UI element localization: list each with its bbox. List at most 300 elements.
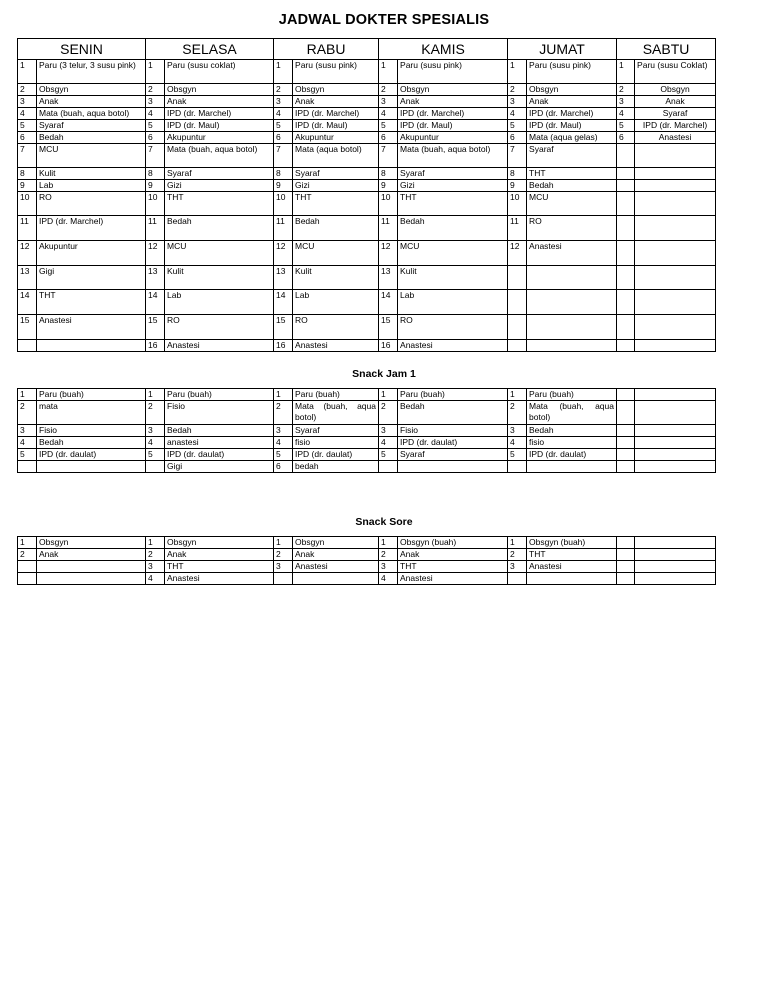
snack-jam-1-sabtu-item (635, 389, 716, 401)
main-kamis-item: Anastesi (398, 340, 508, 352)
main-senin-number: 11 (18, 216, 37, 241)
snack-jam-1-row (18, 437, 716, 449)
main-rabu-item: Lab (293, 290, 379, 315)
main-rabu-item: Anastesi (293, 340, 379, 352)
main-kamis-item: Bedah (398, 216, 508, 241)
main-senin-item: MCU (37, 144, 146, 168)
snack-sore-jumat-number (508, 573, 527, 585)
main-kamis-item: IPD (dr. Maul) (398, 120, 508, 132)
main-sabtu-item: IPD (dr. Marchel) (635, 120, 716, 132)
main-row (18, 216, 716, 241)
main-selasa-number: 4 (146, 108, 165, 120)
main-kamis-item: RO (398, 315, 508, 340)
main-row (18, 120, 716, 132)
main-rabu-item: Paru (susu pink) (293, 60, 379, 84)
snack-sore-selasa-number: 2 (146, 549, 165, 561)
main-rabu-number: 11 (274, 216, 293, 241)
snack-jam-1-rabu-item: IPD (dr. daulat) (293, 449, 379, 461)
day-header-kamis: KAMIS (379, 39, 508, 60)
snack-jam-1-selasa-item: Bedah (165, 425, 274, 437)
main-kamis-number: 4 (379, 108, 398, 120)
main-jumat-item (527, 315, 617, 340)
day-header-selasa: SELASA (146, 39, 274, 60)
main-rabu-number: 7 (274, 144, 293, 168)
snack-jam-1-senin-number: 2 (18, 401, 37, 425)
snack-sore-rabu-number: 3 (274, 561, 293, 573)
main-rabu-number: 8 (274, 168, 293, 180)
main-selasa-number: 14 (146, 290, 165, 315)
main-rabu-item: Bedah (293, 216, 379, 241)
snack-sore-jumat-item (527, 573, 617, 585)
snack-jam-1-selasa-number: 4 (146, 437, 165, 449)
main-senin-item: Anak (37, 96, 146, 108)
snack-sore-kamis-item: Obsgyn (buah) (398, 537, 508, 549)
main-jumat-number: 9 (508, 180, 527, 192)
snack-jam-1-row (18, 449, 716, 461)
main-sabtu-number: 6 (617, 132, 635, 144)
snack-sore-table (17, 536, 716, 585)
snack-jam-1-sabtu-number (617, 401, 635, 425)
main-jumat-item: Obsgyn (527, 84, 617, 96)
main-sabtu-number (617, 241, 635, 266)
main-kamis-item: THT (398, 192, 508, 216)
snack-jam-1-senin-item: Bedah (37, 437, 146, 449)
snack-jam-1-selasa-item: Gigi (165, 461, 274, 473)
main-rabu-number: 12 (274, 241, 293, 266)
main-kamis-number: 6 (379, 132, 398, 144)
main-row (18, 180, 716, 192)
snack-sore-row (18, 537, 716, 549)
snack-jam-1-selasa-item: anastesi (165, 437, 274, 449)
snack-jam-1-kamis-number (379, 461, 398, 473)
snack-sore-kamis-number: 4 (379, 573, 398, 585)
snack-jam-1-kamis-item: Fisio (398, 425, 508, 437)
snack-jam-1-title: Snack Jam 1 (352, 368, 416, 380)
snack-jam-1-rabu-item: bedah (293, 461, 379, 473)
main-jumat-item (527, 340, 617, 352)
main-rabu-number: 10 (274, 192, 293, 216)
main-rabu-number: 9 (274, 180, 293, 192)
snack-sore-selasa-number: 3 (146, 561, 165, 573)
main-selasa-item: IPD (dr. Maul) (165, 120, 274, 132)
snack-sore-selasa-item: Obsgyn (165, 537, 274, 549)
snack-sore-sabtu-item (635, 561, 716, 573)
main-kamis-item: IPD (dr. Marchel) (398, 108, 508, 120)
snack-jam-1-jumat-item (527, 461, 617, 473)
snack-sore-sabtu-number (617, 549, 635, 561)
snack-jam-1-table (17, 388, 716, 473)
main-rabu-item: MCU (293, 241, 379, 266)
main-kamis-item: Paru (susu pink) (398, 60, 508, 84)
snack-sore-senin-number (18, 561, 37, 573)
snack-jam-1-rabu-number: 5 (274, 449, 293, 461)
snack-sore-senin-item (37, 561, 146, 573)
snack-sore-title: Snack Sore (355, 516, 413, 528)
main-senin-number: 9 (18, 180, 37, 192)
main-kamis-item: Akupuntur (398, 132, 508, 144)
snack-jam-1-row (18, 461, 716, 473)
main-kamis-item: Syaraf (398, 168, 508, 180)
main-sabtu-item: Syaraf (635, 108, 716, 120)
day-header-rabu: RABU (274, 39, 379, 60)
main-selasa-number: 13 (146, 266, 165, 290)
main-rabu-number: 15 (274, 315, 293, 340)
snack-jam-1-senin-item: Fisio (37, 425, 146, 437)
main-sabtu-number (617, 168, 635, 180)
main-rabu-item: THT (293, 192, 379, 216)
main-selasa-number: 2 (146, 84, 165, 96)
snack-sore-kamis-number: 3 (379, 561, 398, 573)
main-jumat-item: IPD (dr. Maul) (527, 120, 617, 132)
main-senin-number: 1 (18, 60, 37, 84)
snack-jam-1-senin-number: 5 (18, 449, 37, 461)
main-selasa-number: 5 (146, 120, 165, 132)
snack-sore-kamis-item: Anak (398, 549, 508, 561)
snack-sore-sabtu-item (635, 537, 716, 549)
main-row (18, 340, 716, 352)
main-selasa-item: Kulit (165, 266, 274, 290)
main-jumat-item: Anastesi (527, 241, 617, 266)
main-sabtu-item: Anastesi (635, 132, 716, 144)
main-sabtu-number (617, 315, 635, 340)
main-kamis-number: 8 (379, 168, 398, 180)
main-jumat-item: MCU (527, 192, 617, 216)
snack-jam-1-jumat-number: 5 (508, 449, 527, 461)
main-row (18, 290, 716, 315)
snack-jam-1-rabu-number: 4 (274, 437, 293, 449)
main-rabu-number: 14 (274, 290, 293, 315)
main-selasa-item: Syaraf (165, 168, 274, 180)
main-sabtu-number (617, 290, 635, 315)
snack-sore-kamis-number: 2 (379, 549, 398, 561)
snack-sore-senin-number: 1 (18, 537, 37, 549)
snack-jam-1-sabtu-number (617, 389, 635, 401)
main-rabu-number: 6 (274, 132, 293, 144)
main-kamis-number: 1 (379, 60, 398, 84)
main-sabtu-number (617, 266, 635, 290)
main-jumat-item: Mata (aqua gelas) (527, 132, 617, 144)
main-kamis-number: 15 (379, 315, 398, 340)
main-senin-item: Lab (37, 180, 146, 192)
main-selasa-item: Lab (165, 290, 274, 315)
main-selasa-item: Obsgyn (165, 84, 274, 96)
main-jumat-number: 11 (508, 216, 527, 241)
snack-jam-1-jumat-number: 3 (508, 425, 527, 437)
main-jumat-item: Anak (527, 96, 617, 108)
main-rabu-item: Akupuntur (293, 132, 379, 144)
main-rabu-number: 16 (274, 340, 293, 352)
main-selasa-number: 6 (146, 132, 165, 144)
main-kamis-number: 7 (379, 144, 398, 168)
main-senin-number (18, 340, 37, 352)
main-sabtu-number (617, 340, 635, 352)
main-sabtu-item (635, 216, 716, 241)
main-selasa-item: Mata (buah, aqua botol) (165, 144, 274, 168)
main-sabtu-number: 3 (617, 96, 635, 108)
snack-jam-1-sabtu-item (635, 437, 716, 449)
main-rabu-item: Gizi (293, 180, 379, 192)
main-kamis-item: Obsgyn (398, 84, 508, 96)
main-sabtu-number (617, 216, 635, 241)
main-selasa-item: Anak (165, 96, 274, 108)
main-senin-number: 4 (18, 108, 37, 120)
main-jumat-number: 5 (508, 120, 527, 132)
main-selasa-item: Gizi (165, 180, 274, 192)
main-selasa-number: 10 (146, 192, 165, 216)
main-selasa-item: Bedah (165, 216, 274, 241)
main-row (18, 315, 716, 340)
snack-sore-row (18, 573, 716, 585)
main-sabtu-number: 1 (617, 60, 635, 84)
snack-sore-sabtu-number (617, 561, 635, 573)
main-rabu-item: RO (293, 315, 379, 340)
snack-jam-1-kamis-item: Bedah (398, 401, 508, 425)
main-kamis-item: Lab (398, 290, 508, 315)
main-jumat-item: Syaraf (527, 144, 617, 168)
snack-jam-1-selasa-item: Fisio (165, 401, 274, 425)
main-senin-item: Kulit (37, 168, 146, 180)
main-jumat-item: Paru (susu pink) (527, 60, 617, 84)
main-senin-item: Akupuntur (37, 241, 146, 266)
main-senin-item: Syaraf (37, 120, 146, 132)
main-kamis-number: 14 (379, 290, 398, 315)
main-kamis-number: 12 (379, 241, 398, 266)
snack-jam-1-senin-number (18, 461, 37, 473)
main-senin-item: Obsgyn (37, 84, 146, 96)
main-rabu-item: Syaraf (293, 168, 379, 180)
snack-jam-1-kamis-number: 2 (379, 401, 398, 425)
main-rabu-item: Anak (293, 96, 379, 108)
snack-sore-selasa-item: THT (165, 561, 274, 573)
main-jumat-item: Bedah (527, 180, 617, 192)
main-sabtu-item (635, 290, 716, 315)
snack-jam-1-kamis-number: 4 (379, 437, 398, 449)
main-senin-item: Mata (buah, aqua botol) (37, 108, 146, 120)
snack-jam-1-senin-item: mata (37, 401, 146, 425)
snack-jam-1-row (18, 389, 716, 401)
main-rabu-number: 5 (274, 120, 293, 132)
snack-sore-senin-item: Obsgyn (37, 537, 146, 549)
main-kamis-number: 9 (379, 180, 398, 192)
main-jumat-item (527, 266, 617, 290)
snack-sore-jumat-item: Obsgyn (buah) (527, 537, 617, 549)
snack-sore-sabtu-item (635, 549, 716, 561)
snack-sore-sabtu-number (617, 573, 635, 585)
main-selasa-number: 7 (146, 144, 165, 168)
snack-jam-1-selasa-number: 5 (146, 449, 165, 461)
snack-jam-1-sabtu-number (617, 425, 635, 437)
snack-jam-1-sabtu-item (635, 449, 716, 461)
main-jumat-number: 2 (508, 84, 527, 96)
snack-jam-1-kamis-item: Syaraf (398, 449, 508, 461)
main-sabtu-number: 4 (617, 108, 635, 120)
main-row (18, 241, 716, 266)
main-selasa-number: 11 (146, 216, 165, 241)
main-sabtu-number: 2 (617, 84, 635, 96)
main-jumat-number: 1 (508, 60, 527, 84)
snack-sore-jumat-number: 3 (508, 561, 527, 573)
main-kamis-number: 5 (379, 120, 398, 132)
snack-jam-1-senin-item: Paru (buah) (37, 389, 146, 401)
snack-sore-senin-number (18, 573, 37, 585)
snack-jam-1-selasa-number: 2 (146, 401, 165, 425)
main-senin-item: THT (37, 290, 146, 315)
snack-sore-kamis-item: THT (398, 561, 508, 573)
main-sabtu-item: Paru (susu Coklat) (635, 60, 716, 84)
main-rabu-number: 1 (274, 60, 293, 84)
main-kamis-item: Kulit (398, 266, 508, 290)
main-kamis-item: Mata (buah, aqua botol) (398, 144, 508, 168)
main-jumat-item: THT (527, 168, 617, 180)
main-jumat-number: 4 (508, 108, 527, 120)
main-jumat-item: RO (527, 216, 617, 241)
snack-jam-1-jumat-number (508, 461, 527, 473)
main-rabu-number: 3 (274, 96, 293, 108)
day-header-jumat: JUMAT (508, 39, 617, 60)
main-sabtu-number (617, 192, 635, 216)
main-sabtu-item: Obsgyn (635, 84, 716, 96)
snack-jam-1-sabtu-item (635, 461, 716, 473)
main-row (18, 132, 716, 144)
main-rabu-number: 13 (274, 266, 293, 290)
main-rabu-item: IPD (dr. Marchel) (293, 108, 379, 120)
main-row (18, 108, 716, 120)
main-selasa-number: 1 (146, 60, 165, 84)
snack-jam-1-rabu-item: fisio (293, 437, 379, 449)
main-kamis-number: 13 (379, 266, 398, 290)
snack-jam-1-selasa-number (146, 461, 165, 473)
main-sabtu-item (635, 144, 716, 168)
main-selasa-number: 3 (146, 96, 165, 108)
snack-sore-rabu-number: 2 (274, 549, 293, 561)
main-jumat-number: 10 (508, 192, 527, 216)
main-jumat-number: 8 (508, 168, 527, 180)
main-jumat-number (508, 266, 527, 290)
snack-jam-1-row (18, 401, 716, 425)
main-senin-number: 6 (18, 132, 37, 144)
main-selasa-item: Anastesi (165, 340, 274, 352)
snack-jam-1-jumat-number: 4 (508, 437, 527, 449)
snack-jam-1-jumat-item: fisio (527, 437, 617, 449)
main-kamis-number: 3 (379, 96, 398, 108)
main-senin-item: Anastesi (37, 315, 146, 340)
main-sabtu-item (635, 192, 716, 216)
snack-jam-1-kamis-number: 5 (379, 449, 398, 461)
snack-sore-jumat-item: THT (527, 549, 617, 561)
main-schedule-table (17, 38, 716, 352)
snack-jam-1-sabtu-number (617, 437, 635, 449)
snack-jam-1-selasa-number: 3 (146, 425, 165, 437)
day-header-senin: SENIN (18, 39, 146, 60)
main-senin-number: 10 (18, 192, 37, 216)
snack-sore-jumat-number: 1 (508, 537, 527, 549)
main-senin-item: Bedah (37, 132, 146, 144)
main-senin-number: 15 (18, 315, 37, 340)
main-jumat-number: 3 (508, 96, 527, 108)
snack-sore-rabu-number (274, 573, 293, 585)
main-jumat-number (508, 340, 527, 352)
main-selasa-number: 8 (146, 168, 165, 180)
day-header-sabtu: SABTU (617, 39, 716, 60)
main-kamis-number: 10 (379, 192, 398, 216)
snack-sore-rabu-item (293, 573, 379, 585)
main-selasa-number: 16 (146, 340, 165, 352)
main-jumat-number: 6 (508, 132, 527, 144)
snack-sore-sabtu-item (635, 573, 716, 585)
main-senin-number: 14 (18, 290, 37, 315)
main-kamis-number: 16 (379, 340, 398, 352)
main-rabu-item: Mata (aqua botol) (293, 144, 379, 168)
snack-jam-1-jumat-item: IPD (dr. daulat) (527, 449, 617, 461)
main-jumat-number: 7 (508, 144, 527, 168)
main-rabu-item: IPD (dr. Maul) (293, 120, 379, 132)
snack-jam-1-rabu-number: 2 (274, 401, 293, 425)
snack-jam-1-rabu-number: 3 (274, 425, 293, 437)
snack-sore-selasa-item: Anak (165, 549, 274, 561)
main-senin-number: 7 (18, 144, 37, 168)
main-sabtu-item: Anak (635, 96, 716, 108)
main-jumat-item: IPD (dr. Marchel) (527, 108, 617, 120)
snack-sore-kamis-number: 1 (379, 537, 398, 549)
main-sabtu-number (617, 180, 635, 192)
main-selasa-item: MCU (165, 241, 274, 266)
main-kamis-item: Gizi (398, 180, 508, 192)
main-sabtu-item (635, 168, 716, 180)
main-jumat-item (527, 290, 617, 315)
main-selasa-number: 12 (146, 241, 165, 266)
snack-jam-1-rabu-number: 1 (274, 389, 293, 401)
main-rabu-number: 4 (274, 108, 293, 120)
snack-jam-1-senin-item: IPD (dr. daulat) (37, 449, 146, 461)
main-kamis-item: Anak (398, 96, 508, 108)
main-sabtu-number (617, 144, 635, 168)
main-senin-number: 3 (18, 96, 37, 108)
main-row (18, 60, 716, 84)
snack-jam-1-sabtu-number (617, 449, 635, 461)
snack-jam-1-sabtu-number (617, 461, 635, 473)
main-sabtu-item (635, 340, 716, 352)
main-senin-number: 13 (18, 266, 37, 290)
main-row (18, 168, 716, 180)
snack-jam-1-kamis-number: 3 (379, 425, 398, 437)
snack-jam-1-selasa-item: IPD (dr. daulat) (165, 449, 274, 461)
main-rabu-number: 2 (274, 84, 293, 96)
snack-jam-1-kamis-item: IPD (dr. daulat) (398, 437, 508, 449)
snack-sore-rabu-number: 1 (274, 537, 293, 549)
snack-sore-row (18, 549, 716, 561)
snack-jam-1-kamis-number: 1 (379, 389, 398, 401)
snack-sore-rabu-item: Anak (293, 549, 379, 561)
main-jumat-number: 12 (508, 241, 527, 266)
main-senin-item: Paru (3 telur, 3 susu pink) (37, 60, 146, 84)
snack-jam-1-jumat-item: Paru (buah) (527, 389, 617, 401)
main-selasa-number: 15 (146, 315, 165, 340)
page-title: JADWAL DOKTER SPESIALIS (278, 12, 490, 28)
main-sabtu-number: 5 (617, 120, 635, 132)
main-rabu-item: Obsgyn (293, 84, 379, 96)
snack-sore-senin-item: Anak (37, 549, 146, 561)
main-senin-item: Gigi (37, 266, 146, 290)
main-rabu-item: Kulit (293, 266, 379, 290)
main-row (18, 84, 716, 96)
snack-jam-1-selasa-number: 1 (146, 389, 165, 401)
main-senin-number: 8 (18, 168, 37, 180)
snack-jam-1-rabu-item: Syaraf (293, 425, 379, 437)
main-kamis-number: 11 (379, 216, 398, 241)
snack-jam-1-jumat-item: Bedah (527, 425, 617, 437)
snack-jam-1-selasa-item: Paru (buah) (165, 389, 274, 401)
main-selasa-item: IPD (dr. Marchel) (165, 108, 274, 120)
